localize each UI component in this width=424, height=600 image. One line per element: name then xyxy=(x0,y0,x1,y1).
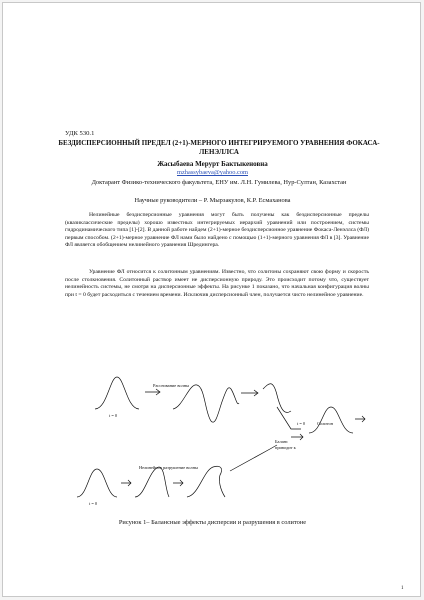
page-number: 1 xyxy=(401,586,404,591)
paper-title: БЕЗДИСПЕРСИОННЫЙ ПРЕДЕЛ (2+1)-МЕРНОГО ИНТЕГРИРУЕМОГО УРАВНЕНИЯ ФОКАСА-ЛЕНЭЛЛСА xyxy=(58,139,380,156)
label-balance: Баланс xyxy=(275,439,288,444)
connector-bottom xyxy=(230,445,277,471)
label-t0-bottom: t = 0 xyxy=(89,501,98,506)
author-affiliation: Доктарант Физико-технического факультета, ЕНУ им. Л.Н. Гумилева, Нур-Султан, Казахстан xyxy=(91,179,347,186)
supervisors: Научные руководители – Р. Мырзакулов, К.Р. Есмаханова xyxy=(134,197,291,204)
label-leads-to: приводит к xyxy=(275,445,296,450)
bottom-breaking-wave xyxy=(187,466,225,497)
top-spread-wave xyxy=(263,384,291,413)
author-email-link[interactable]: mzhassybaeva@yahoo.com xyxy=(176,169,248,176)
top-initial-pulse xyxy=(95,377,139,409)
soliton-arrow xyxy=(355,416,365,422)
label-nonlinear-breaking: Нелинейное разрушение волны xyxy=(139,465,198,470)
author-name: Жасыбаева Мерурт Бактыкеновна xyxy=(157,160,268,168)
top-arrow-1 xyxy=(145,389,160,395)
bottom-initial-pulse xyxy=(77,469,117,497)
document-page xyxy=(2,2,421,597)
paragraph-2: Уравнение ФЛ относится к солитонным уравнениям. Известно, что солитоны сохраняют свою форму и скорость после столкновения. Солитонный раствор имеет не дисперсионную природу. Это происходит потому что, существует нелинейность системы, не смотря на дисперсионные эффекты. На рисунке 1 показано, что начальная конфигурация волны при t = 0 будет расходиться с течением времени. Исключив дисперсионный член, получается чисто нелинейное уравнение. xyxy=(65,269,369,298)
bottom-arrow-2 xyxy=(173,480,183,486)
figure-1 xyxy=(65,359,369,509)
label-t0-top: t = 0 xyxy=(109,413,118,418)
label-dispersion: Рассеивание волны xyxy=(153,383,190,388)
top-arrow-2 xyxy=(241,390,258,396)
bottom-arrow-1 xyxy=(121,480,131,486)
figure-caption: Рисунок 1– Балансные эффекты дисперсии и разрушения в солитоне xyxy=(118,519,307,526)
paragraph-1: Нелинейные бездисперсионные уравнения могут быть получены как бездисперсионные пределы (квазиклассические пределы) хорошо известных интегрируемых иерархий уравнений или построением, системы гидродинамического типа [1]-[2]. В данной работе найдем (2+1)-мерное бездисперсионное уравнение Фокаса-Ленэллса (ФЛ) первым способом. (2+1)-мерное уравнение ФЛ нами было найдено с помощью (1+1)-мерного уравнения ФЛ в [3]. Уравнение ФЛ является обобщением нелинейного уравнения Шредингера. xyxy=(65,212,369,249)
udk-code: УДК 530.1 xyxy=(65,130,95,137)
soliton-pulse xyxy=(309,407,353,433)
bottom-steepening-pulse xyxy=(135,467,169,497)
top-dispersing-wave xyxy=(173,385,239,422)
label-t0-soliton: t = 0 xyxy=(297,421,306,426)
figure-1-diagram xyxy=(65,359,369,509)
balance-arrow xyxy=(291,434,303,440)
label-soliton: Солитон xyxy=(317,421,334,426)
